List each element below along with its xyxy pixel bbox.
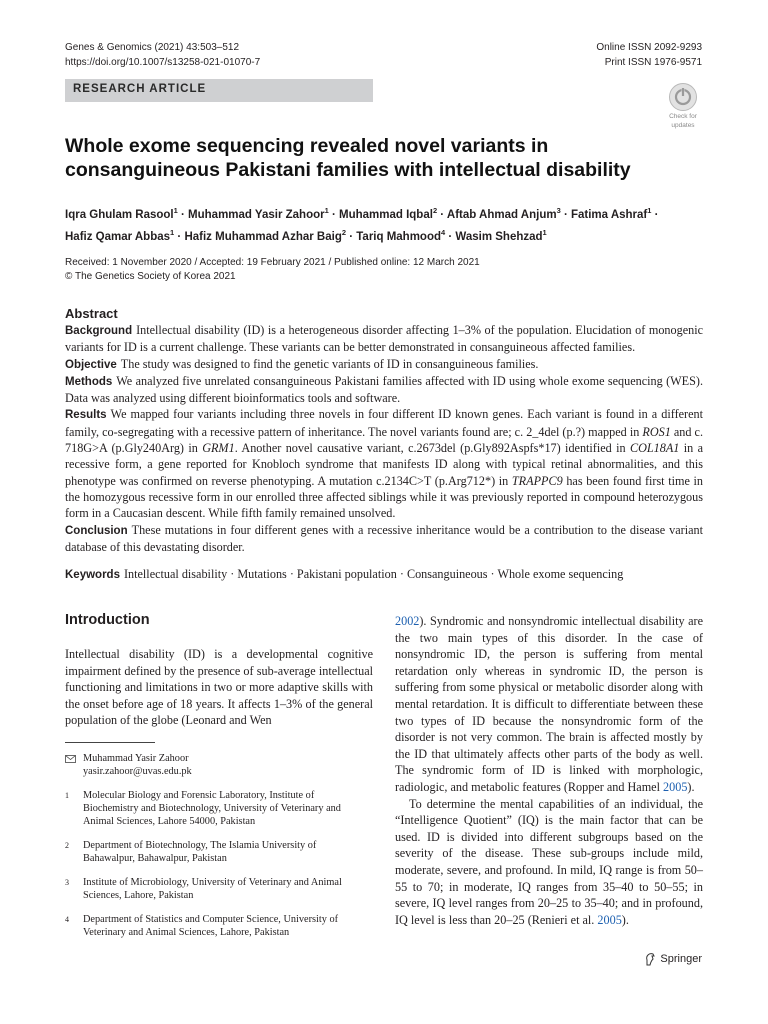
article-title: Whole exome sequencing revealed novel variants in consanguineous Pakistani families with intellectual disability (65, 135, 631, 181)
publisher-name: Springer (660, 953, 702, 965)
affiliation: 4 Department of Statistics and Computer Science, University of Veterinary and Animal Sciences, Lahore, Pakistan (65, 914, 339, 938)
footnote-divider (65, 742, 155, 743)
intro-paragraph: To determine the mental capabilities of an individual, the “Intelligence Quotient” (IQ) is the main factor that can be used. ID is divided into different subgroups based on the severity of the disease. These sub-groups include mild, moderate, severe, and profound. In mild, IQ range is from 50–55 to 70; in moderate, IQ ranges from 35–40 to 50–55; in severe, IQ level ranges from 20–25 to 35–40; and in profound, IQ level is less than 20–25 (Renieri et al. 2005). (395, 796, 703, 927)
abstract-heading: Abstract (65, 306, 118, 321)
author[interactable]: Hafiz Qamar Abbas$^1$ (65, 228, 175, 244)
author-list: Iqra Ghulam Rasool$^1$ · Muhammad Yasir Zahoor$^1$ · Muhammad Iqbal$^2$ · Aftab Ahmad Anjum$^3$ · Fatima Ashraf$^1$ · Hafiz Qamar Abbas$^1$ · Hafiz Muhammad Azhar Baig$^2$ · Tariq Mahmood$^4$ · Wasim Shehzad$^1$ (65, 206, 659, 244)
author[interactable]: Muhammad Yasir Zahoor$^1$ (188, 206, 329, 221)
intro-paragraph: Intellectual disability (ID) is a developmental cognitive impairment defined by the presence of sub-average intellectual functioning and limitations in two or more adaptive skills with the onset before age of 18 years. It affects 1–3% of the general population of the globe (Leonard and Wen (65, 647, 373, 728)
footnotes (65, 752, 365, 950)
correspondence (65, 752, 365, 778)
citation-link[interactable]: 2002 (395, 614, 420, 628)
author[interactable]: Fatima Ashraf$^1$ (570, 206, 652, 221)
issn-online: Online ISSN 2092-9293 (596, 42, 702, 53)
author[interactable]: Tariq Mahmood$^4$ (356, 228, 446, 244)
corresponding-email[interactable]: yasir.zahoor@uvas.edu.pk (83, 766, 192, 777)
author[interactable]: Hafiz Muhammad Azhar Baig$^2$ (184, 228, 347, 244)
check-for-updates-badge[interactable] (663, 83, 703, 129)
affiliation: 2 Department of Biotechnology, The Islamia University of Bahawalpur, Bahawalpur, Pakistan (65, 840, 317, 864)
keywords-text: Intellectual disability · Mutations · Pakistani population · Consanguineous · Whole exome sequencing (123, 567, 624, 581)
affiliation: 1 Molecular Biology and Forensic Laboratory, Institute of Biochemistry and Biotechnology, University of Veterinary and Animal Sciences, Lahore 54000, Pakistan (65, 790, 341, 827)
citation-link[interactable]: 2005 (597, 912, 622, 927)
issn-print: Print ISSN 1976-9571 (604, 57, 702, 68)
abstract-results: Results We mapped four variants including three novels in four different ID known genes. Each variant is found in a different family, co-segregating with a recessive pattern of inheritance. The novel variants found are; c. 2_4del (p.?) mapped in ROS1 and c. 718G>A (p.Gly240Arg) in GRM1. Another novel causative variant, c.2673del (p.Gly892Aspfs*17) identified in COL18A1 in a recessive form, a gene reported for Knobloch syndrome that manifests ID along with typical retinal abnormalities, and this phenotype was confirmed on reverse phenotyping. A mutation c.2134C>T (p.Arg712*) in TRAPPC9 has been found first time in the homozygous recessive form in our enrolled three affected siblings while it was previously reported in compound heterozygous form in a Caucasian descent. While fifth family remained unsolved. (65, 407, 704, 521)
journal-citation: Genes & Genomics (2021) 43:503–512 (65, 42, 239, 53)
copyright-line: © The Genetics Society of Korea 2021 (65, 270, 236, 282)
citation-link[interactable]: 2005 (663, 779, 688, 794)
author[interactable]: Iqra Ghulam Rasool$^1$ (65, 206, 178, 221)
abstract-conclusion: Conclusion These mutations in four different genes with a recessive inheritance would be a contribution to the disease variant database of this devastating disorder. (65, 522, 703, 554)
keywords (65, 566, 705, 583)
author[interactable]: Muhammad Iqbal$^2$ (339, 206, 438, 221)
journal-header (65, 40, 260, 70)
dates-line: Received: 1 November 2020 / Accepted: 19 February 2021 / Published online: 12 March 2021 (65, 257, 480, 268)
publication-dates (65, 256, 705, 283)
abstract-methods: Methods We analyzed five unrelated consanguineous Pakistani families affected with ID using whole exome sequencing (WES). Data was analyzed using different bioinformatics tools and software. (65, 373, 703, 406)
abstract-body (65, 322, 703, 555)
springer-horse-icon (644, 952, 656, 966)
right-column (395, 613, 703, 928)
publisher-logo (644, 952, 702, 966)
check-for-label: Check for (669, 113, 697, 120)
author[interactable]: Wasim Shehzad$^1$ (455, 228, 547, 244)
envelope-icon (65, 752, 83, 778)
check-updates-icon (669, 83, 697, 111)
introduction-heading: Introduction (65, 612, 150, 628)
abstract-objective: Objective The study was designed to find the genetic variants of ID in consanguineous families. (65, 356, 539, 371)
corresponding-author: Muhammad Yasir Zahoor (83, 753, 189, 764)
keywords-label: Keywords (65, 569, 120, 581)
article-type-bar (65, 79, 373, 102)
left-column (65, 646, 373, 729)
author[interactable]: Aftab Ahmad Anjum$^3$ (446, 206, 561, 221)
affiliation: 3 Institute of Microbiology, University of Veterinary and Animal Sciences, Lahore, Pakistan (65, 877, 342, 901)
doi-link[interactable]: https://doi.org/10.1007/s13258-021-01070-7 (65, 57, 261, 68)
article-type-label: RESEARCH ARTICLE (73, 83, 207, 95)
issn-block (596, 40, 702, 70)
abstract-background: Background Intellectual disability (ID) is a heterogeneous disorder affecting 1–3% of the population. Elucidation of monogenic variants for ID is a current challenge. These variants can be better demonstrated in consanguineous affected families. (65, 323, 703, 355)
intro-paragraph: 2002). Syndromic and nonsyndromic intellectual disability are the two main types of this disorder. In the case of nonsyndromic ID, the person is suffering from mental retardation only whereas in syndromic ID, the person is suffering from some physical or metabolic disorder along with mental retardation. It is difficult to differentiate between these two types of ID because the nonsyndromic form of the disorder is not very common. The brain is affected mostly by the ID that ultimately affects other parts of the body as well. The syndromic form of ID is linked with morphologic, radiologic, and metabolic features (Ropper and Hamel 2005). (395, 614, 703, 794)
updates-label: updates (671, 122, 695, 129)
